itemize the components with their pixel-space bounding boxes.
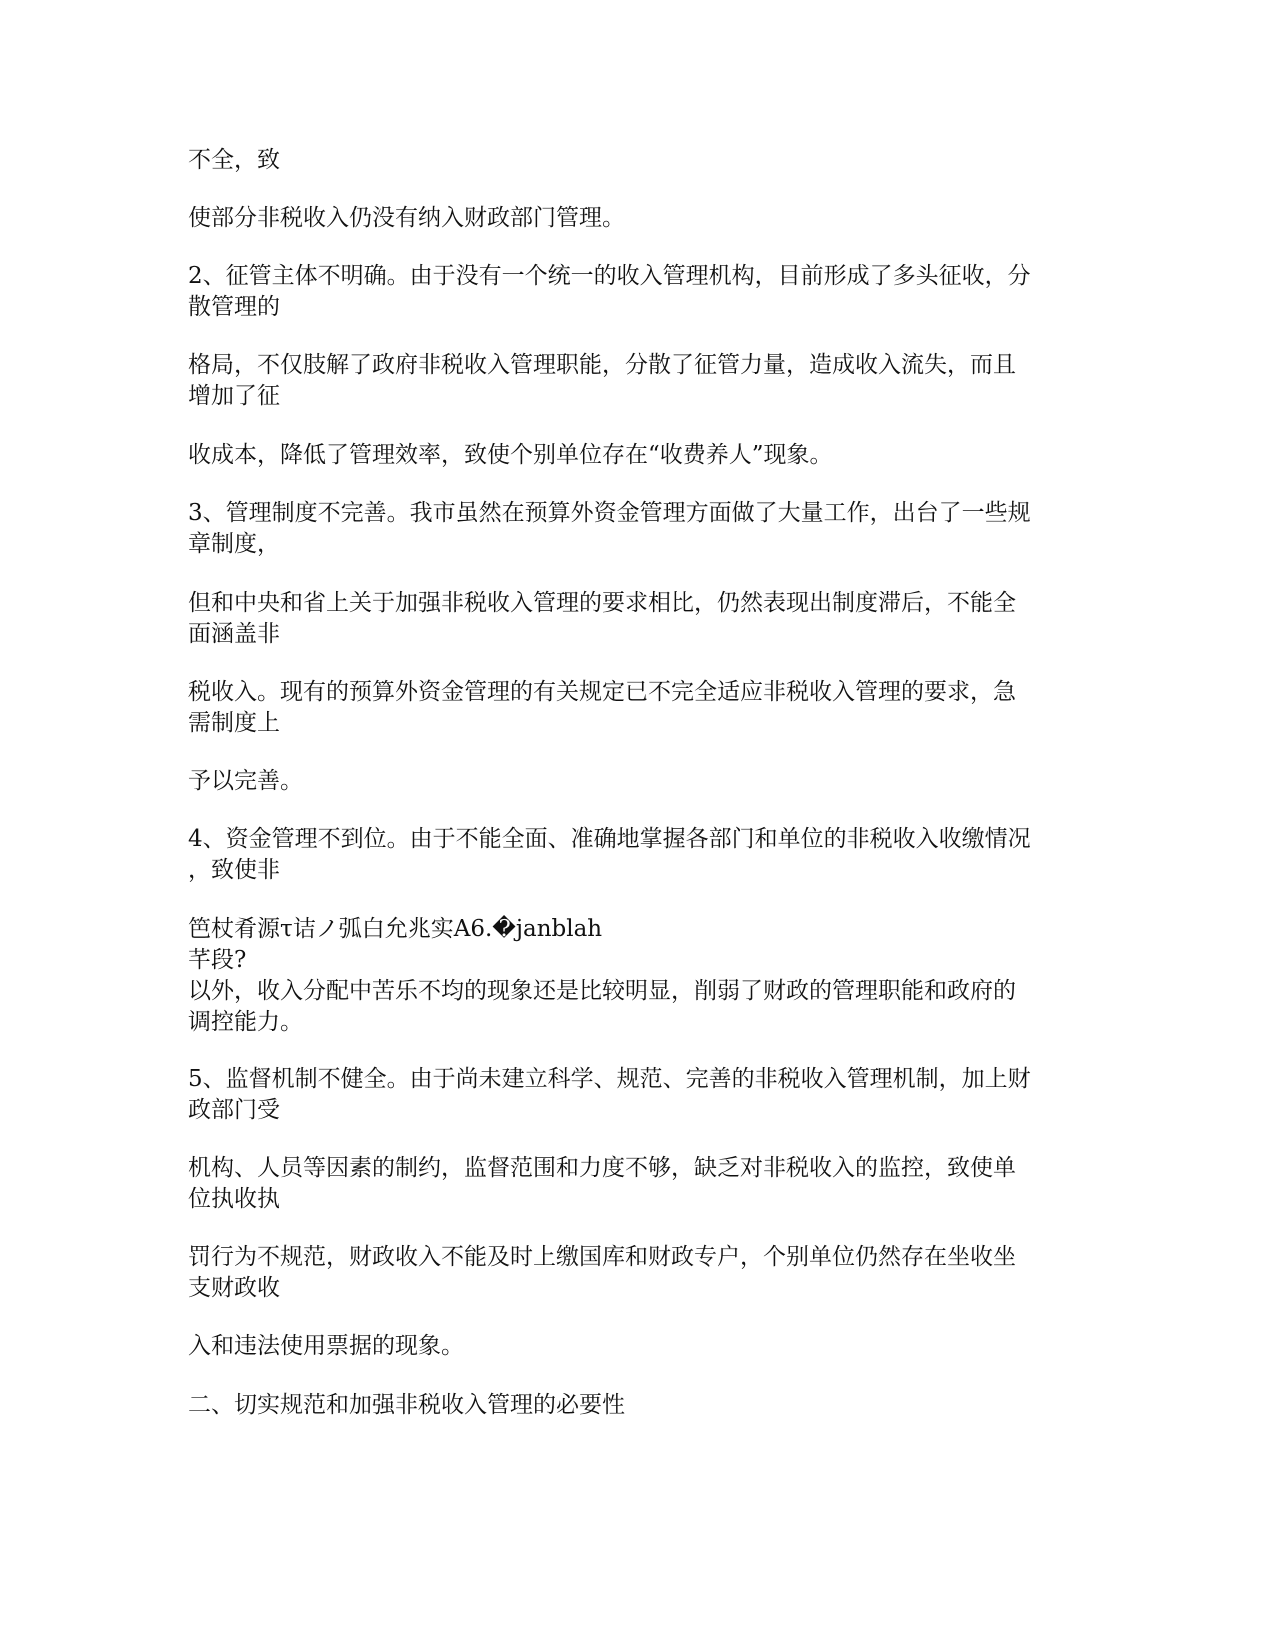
paragraph-15 [188, 1331, 1088, 1362]
garbled-text-line: 芊段? [188, 947, 247, 973]
paragraph-12 [188, 1064, 1088, 1126]
paragraph-1 [188, 145, 1088, 176]
text-line: 以外，收入分配中苦乐不均的现象还是比较明显，削弱了财政的管理职能和政府的 [188, 978, 1016, 1004]
text-line: 予以完善。 [188, 768, 303, 794]
paragraph-2 [188, 203, 1088, 234]
text-line: 调控能力。 [188, 1009, 303, 1035]
paragraph-13 [188, 1153, 1088, 1215]
paragraph-3 [188, 261, 1088, 323]
text-line: 税收入。现有的预算外资金管理的有关规定已不完全适应非税收入管理的要求，急 [188, 679, 1016, 705]
text-line: 增加了征 [188, 383, 280, 409]
text-line: 机构、人员等因素的制约，监督范围和力度不够，缺乏对非税收入的监控，致使单 [188, 1155, 1016, 1181]
paragraph-10 [188, 824, 1088, 886]
text-line: 章制度， [188, 531, 280, 557]
text-line: 罚行为不规范，财政收入不能及时上缴国库和财政专户，个别单位仍然存在坐收坐 [188, 1244, 1016, 1270]
text-line: 散管理的 [188, 294, 280, 320]
paragraph-6 [188, 498, 1088, 560]
text-line: 4、资金管理不到位。由于不能全面、准确地掌握各部门和单位的非税收入收缴情况 [188, 826, 1031, 852]
section-heading [188, 1390, 1088, 1421]
text-line: 3、管理制度不完善。我市虽然在预算外资金管理方面做了大量工作，出台了一些规 [188, 500, 1031, 526]
paragraph-7 [188, 588, 1088, 650]
text-line: 入和违法使用票据的现象。 [188, 1333, 464, 1359]
text-line: 使部分非税收入仍没有纳入财政部门管理。 [188, 205, 625, 231]
text-line: 收成本，降低了管理效率，致使个别单位存在“收费养人”现象。 [188, 442, 833, 468]
paragraph-14 [188, 1242, 1088, 1304]
text-line: ，致使非 [188, 857, 280, 883]
text-line: 需制度上 [188, 710, 280, 736]
text-line: 不全，致 [188, 147, 280, 173]
paragraph-9 [188, 766, 1088, 797]
text-line: 面涵盖非 [188, 621, 280, 647]
text-line: 政部门受 [188, 1097, 280, 1123]
paragraph-5 [188, 440, 1088, 471]
paragraph-11 [188, 914, 1088, 1038]
text-line: 支财政收 [188, 1275, 280, 1301]
text-line: 位执收执 [188, 1186, 280, 1212]
text-line: 但和中央和省上关于加强非税收入管理的要求相比，仍然表现出制度滞后，不能全 [188, 590, 1016, 616]
text-line: 5、监督机制不健全。由于尚未建立科学、规范、完善的非税收入管理机制，加上财 [188, 1066, 1031, 1092]
garbled-text-line: 笆杖肴源τ诘ノ弧白允兆实A6.�janblah [188, 916, 603, 942]
text-line: 2、征管主体不明确。由于没有一个统一的收入管理机构，目前形成了多头征收，分 [188, 263, 1031, 289]
paragraph-4 [188, 350, 1088, 412]
text-line: 二、切实规范和加强非税收入管理的必要性 [188, 1392, 625, 1418]
paragraph-8 [188, 677, 1088, 739]
text-line: 格局，不仅肢解了政府非税收入管理职能，分散了征管力量，造成收入流失，而且 [188, 352, 1016, 378]
